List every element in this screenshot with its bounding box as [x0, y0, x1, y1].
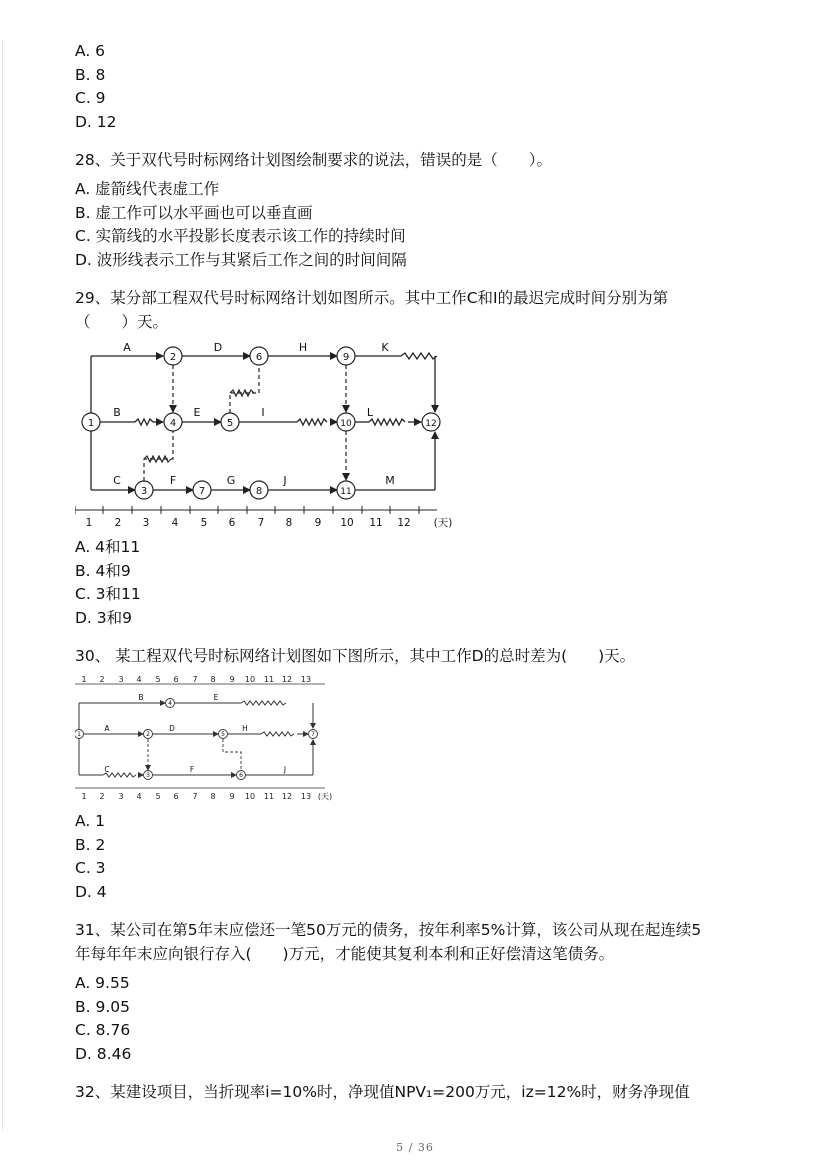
q29-node-label-9: 9	[342, 352, 350, 363]
q30-node-label-1: 1	[77, 731, 81, 738]
q29-option-b[interactable]: B. 4和9	[75, 561, 131, 580]
q29-activity-d: D	[213, 341, 223, 354]
q30-axis-13: 13	[300, 792, 312, 801]
q30-activity-a: A	[104, 724, 110, 733]
q29-network-diagram	[75, 338, 467, 530]
q29-activity-k: K	[381, 341, 389, 354]
q29-axis-2: 2	[114, 517, 122, 529]
q28-stem: 28、关于双代号时标网络计划图绘制要求的说法，错误的是（ ）。	[75, 151, 552, 169]
q30-top-axis-11: 11	[263, 675, 275, 684]
q30-top-axis-4: 4	[136, 675, 142, 684]
q29-activity-b: B	[113, 406, 121, 419]
q30-network-diagram	[75, 672, 337, 804]
q29-axis-10: 10	[340, 517, 354, 529]
q30-axis-2: 2	[99, 792, 105, 801]
q29-activity-h: H	[298, 341, 308, 354]
q29-axis-unit: (天)	[433, 517, 453, 529]
q30-option-c[interactable]: C. 3	[75, 859, 106, 877]
q30-top-axis-13: 13	[300, 675, 312, 684]
q30-axis-8: 8	[210, 792, 216, 801]
q30-top-axis-9: 9	[229, 675, 235, 684]
q30-axis-1: 1	[81, 792, 87, 801]
q29-option-c[interactable]: C. 3和11	[75, 585, 141, 603]
q29-activity-j: J	[283, 474, 287, 487]
q29-node-label-6: 6	[255, 352, 263, 363]
q30-activity-h: H	[242, 724, 248, 733]
q30-activity-b: B	[138, 693, 144, 702]
q30-activity-j: J	[283, 765, 287, 774]
q29-activity-f: F	[169, 474, 177, 487]
q29-axis-7: 7	[257, 517, 265, 529]
q29-node-label-11: 11	[340, 487, 352, 497]
q27-option-c[interactable]: C. 9	[75, 89, 106, 107]
q30-activity-e: E	[213, 693, 219, 702]
q29-node-label-3: 3	[140, 486, 148, 497]
q31-option-a[interactable]: A. 9.55	[75, 974, 130, 992]
q29-axis-8: 8	[285, 517, 293, 529]
q29-node-label-5: 5	[226, 418, 234, 429]
q31-option-c[interactable]: C. 8.76	[75, 1021, 131, 1039]
q30-option-b[interactable]: B. 2	[75, 835, 106, 854]
q29-activity-i: I	[261, 406, 265, 419]
q30-option-d[interactable]: D. 4	[75, 882, 107, 901]
q29-stem-line1: 29、某分部工程双代号时标网络计划如图所示。其中工作C和I的最迟完成时间分别为第	[75, 289, 669, 307]
q30-activity-f: F	[189, 765, 195, 774]
q28-option-d[interactable]: D. 波形线表示工作与其紧后工作之间的时间间隔	[75, 250, 407, 269]
q30-top-axis-10: 10	[244, 675, 256, 684]
q29-stem-line2: （ ）天。	[75, 313, 169, 331]
q30-stem: 30、 某工程双代号时标网络计划图如下图所示，其中工作D的总时差为( )天。	[75, 647, 636, 665]
q30-axis-3: 3	[118, 792, 124, 801]
q29-activity-c: C	[113, 474, 121, 487]
q29-node-label-10: 10	[340, 419, 352, 429]
page-number: 5 / 36	[396, 1141, 434, 1154]
q29-activity-l: L	[366, 406, 374, 419]
q30-node-label-6: 6	[239, 772, 243, 779]
q27-option-d[interactable]: D. 12	[75, 112, 117, 131]
document-page	[75, 40, 765, 1104]
q30-node-label-3: 3	[146, 772, 150, 779]
q29-node-label-8: 8	[255, 486, 263, 497]
q30-option-a[interactable]: A. 1	[75, 812, 106, 830]
q29-axis-4: 4	[171, 517, 179, 529]
q29-activity-e: E	[193, 406, 201, 419]
q30-top-axis-1: 1	[81, 675, 87, 684]
q30-node-label-7: 7	[311, 731, 315, 738]
q30-axis-unit: (天)	[317, 792, 333, 801]
q29-node-label-7: 7	[198, 486, 206, 497]
q31-option-b[interactable]: B. 9.05	[75, 997, 130, 1016]
q30-axis-12: 12	[281, 792, 293, 801]
q29-node-label-12: 12	[425, 419, 437, 429]
q29-axis-5: 5	[200, 517, 208, 529]
q30-node-label-2: 2	[146, 731, 150, 738]
q30-top-axis-6: 6	[173, 675, 179, 684]
q27-options	[75, 40, 765, 134]
q31-stem-line1: 31、某公司在第5年末应偿还一笔50万元的债务，按年利率5%计算，该公司从现在起连续5	[75, 921, 702, 939]
q27-option-a[interactable]: A. 6	[75, 42, 106, 60]
q29-option-d[interactable]: D. 3和9	[75, 608, 133, 627]
q29-axis-3: 3	[142, 517, 150, 529]
q30-activity-c: C	[104, 765, 110, 774]
q30-axis-6: 6	[173, 792, 179, 801]
q29-option-a[interactable]: A. 4和11	[75, 538, 141, 556]
q29-activity-m: M	[385, 474, 395, 487]
q29-axis-1: 1	[85, 517, 93, 529]
q28-option-c[interactable]: C. 实箭线的水平投影长度表示该工作的持续时间	[75, 227, 406, 245]
q30-top-axis-7: 7	[192, 675, 198, 684]
q30-top-axis-12: 12	[281, 675, 293, 684]
q32-stem: 32、某建设项目，当折现率i=10%时，净现值NPV₁=200万元，iz=12%时，财务净现值	[75, 1083, 690, 1101]
q30-axis-9: 9	[229, 792, 235, 801]
q29-node-label-2: 2	[169, 352, 177, 363]
q28-option-a[interactable]: A. 虚箭线代表虚工作	[75, 180, 220, 198]
q30-top-axis-5: 5	[155, 675, 161, 684]
q31-option-d[interactable]: D. 8.46	[75, 1044, 132, 1063]
q30-top-axis-8: 8	[210, 675, 216, 684]
q28-option-b[interactable]: B. 虚工作可以水平画也可以垂直画	[75, 203, 313, 222]
q30-axis-10: 10	[244, 792, 256, 801]
q29-axis-11: 11	[369, 517, 383, 529]
q29-axis-9: 9	[314, 517, 322, 529]
q30-axis-11: 11	[263, 792, 275, 801]
q30-axis-5: 5	[155, 792, 161, 801]
q29-activity-a: A	[123, 341, 131, 354]
page-edge-line	[2, 40, 3, 1130]
q29-activity-g: G	[226, 474, 236, 487]
q30-axis-7: 7	[192, 792, 198, 801]
q30-node-label-5: 5	[221, 731, 225, 738]
q29-axis-6: 6	[228, 517, 236, 529]
q30-top-axis-3: 3	[118, 675, 124, 684]
q30-node-label-4: 4	[168, 700, 172, 707]
q27-option-b[interactable]: B. 8	[75, 65, 106, 84]
q30-axis-4: 4	[136, 792, 142, 801]
q30-activity-d: D	[169, 724, 175, 733]
q30-top-axis-2: 2	[99, 675, 105, 684]
q31-stem-line2: 年每年年末应向银行存入( )万元，才能使其复利本利和正好偿清这笔债务。	[75, 945, 615, 963]
q29-axis-12: 12	[397, 517, 411, 529]
q29-node-label-4: 4	[169, 418, 177, 429]
q29-node-label-1: 1	[87, 418, 95, 429]
